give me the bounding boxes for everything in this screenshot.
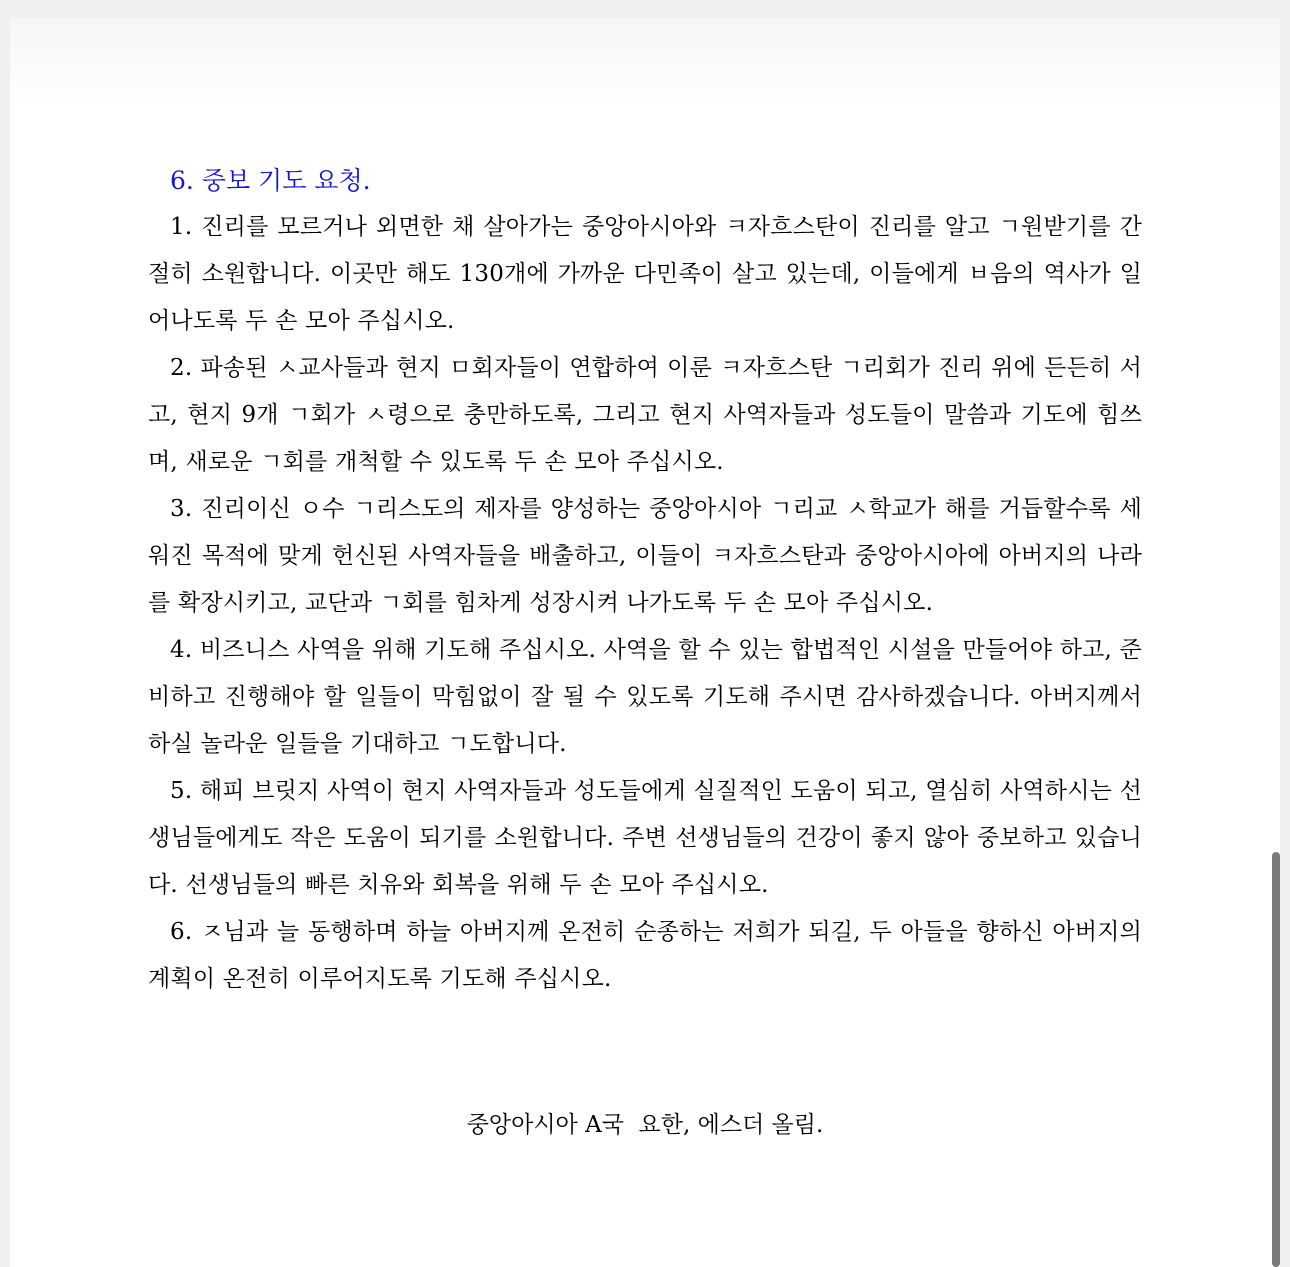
vertical-scrollbar-thumb[interactable]	[1272, 852, 1280, 1267]
prayer-item-6: 6. ㅈ님과 늘 동행하며 하늘 아버지께 온전히 순종하는 저희가 되길, 두 아들을 향하신 아버지의 계획이 온전히 이루어지도록 기도해 주십시오.	[148, 919, 1142, 992]
section-title: 6. 중보 기도 요청.	[170, 166, 371, 195]
document-content	[148, 158, 1142, 1003]
prayer-item-4: 4. 비즈니스 사역을 위해 기도해 주십시오. 사역을 할 수 있는 합법적인 시설을 만들어야 하고, 준비하고 진행해야 할 일들이 막힘없이 잘 될 수 있도록 기도해 주시면 감사하겠습니다. 아버지께서 하실 놀라운 일들을 기대하고 ㄱ도합니다.	[148, 637, 1142, 757]
prayer-item-1: 1. 진리를 모르거나 외면한 채 살아가는 중앙아시아와 ㅋ자흐스탄이 진리를 알고 ㄱ원받기를 간절히 소원합니다. 이곳만 해도 130개에 가까운 다민족이 살고 있는데, 이들에게 ㅂ음의 역사가 일어나도록 두 손 모아 주십시오.	[148, 214, 1142, 334]
document-page	[10, 18, 1280, 1267]
prayer-item-2: 2. 파송된 ㅅ교사들과 현지 ㅁ회자들이 연합하여 이룬 ㅋ자흐스탄 ㄱ리회가 진리 위에 든든히 서고, 현지 9개 ㄱ회가 ㅅ령으로 충만하도록, 그리고 현지 사역자들과 성도들이 말씀과 기도에 힘쓰며, 새로운 ㄱ회를 개척할 수 있도록 두 손 모아 주십시오.	[148, 355, 1142, 475]
signature: 중앙아시아 A국 요한, 에스더 올림.	[466, 1112, 824, 1138]
prayer-item-5: 5. 해피 브릿지 사역이 현지 사역자들과 성도들에게 실질적인 도움이 되고, 열심히 사역하시는 선생님들에게도 작은 도움이 되기를 소원합니다. 주변 선생님들의 건강이 좋지 않아 중보하고 있습니다. 선생님들의 빠른 치유와 회복을 위해 두 손 모아 주십시오.	[148, 778, 1142, 898]
prayer-item-3: 3. 진리이신 ㅇ수 ㄱ리스도의 제자를 양성하는 중앙아시아 ㄱ리교 ㅅ학교가 해를 거듭할수록 세워진 목적에 맞게 헌신된 사역자들을 배출하고, 이들이 ㅋ자흐스탄과 중앙아시아에 아버지의 나라를 확장시키고, 교단과 ㄱ회를 힘차게 성장시켜 나가도록 두 손 모아 주십시오.	[148, 496, 1142, 616]
page-top-shade	[10, 18, 1280, 108]
